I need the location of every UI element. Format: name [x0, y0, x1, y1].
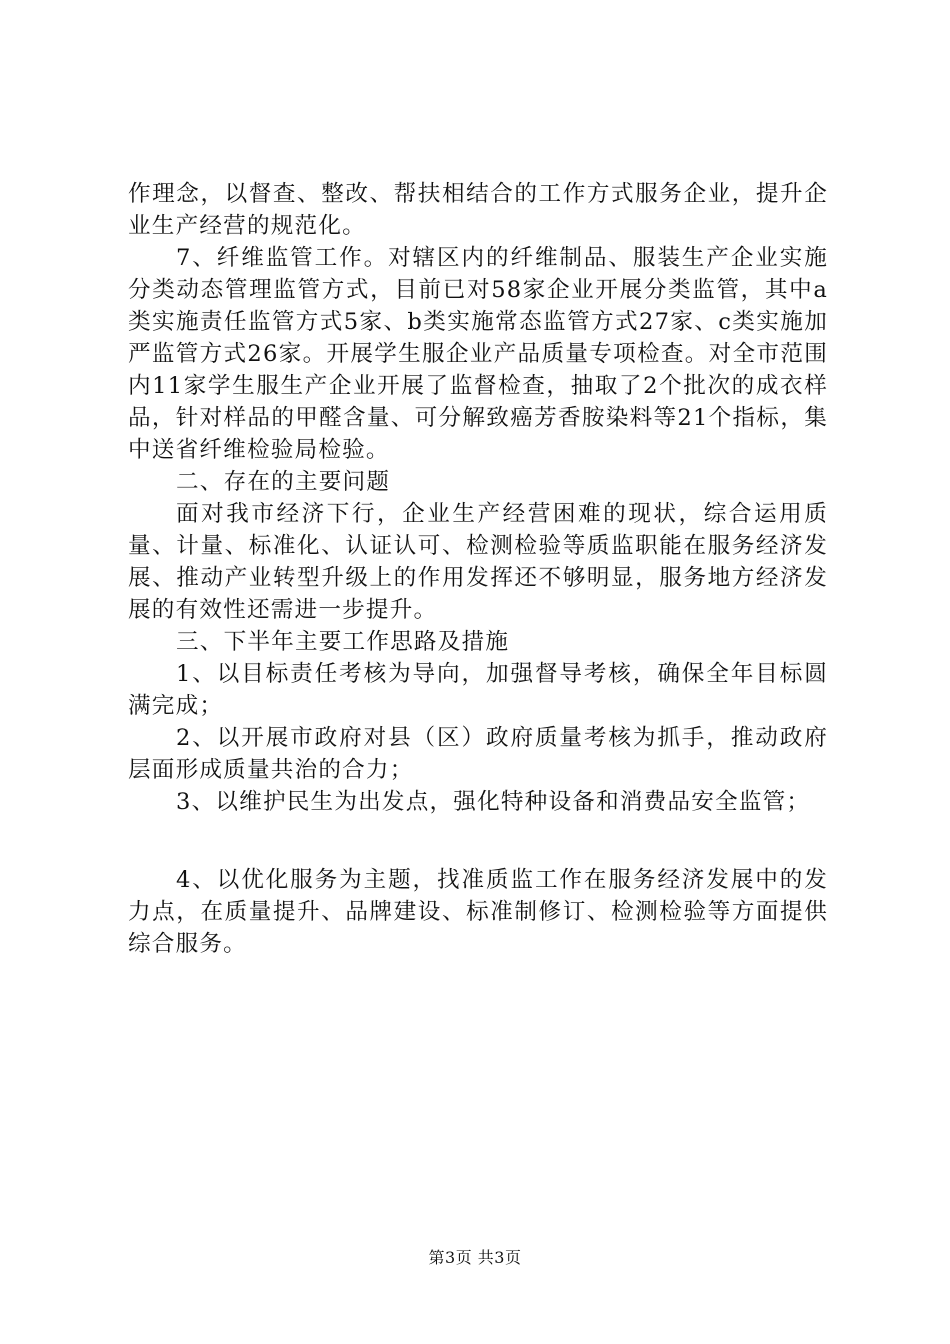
page-number-footer: 第3页 共3页 — [428, 1248, 522, 1267]
section-heading-plans: 三、下半年主要工作思路及措施 — [176, 629, 510, 655]
paragraph-fiber-supervision: 7、纤维监管工作。对辖区内的纤维制品、服装生产企业实施分类动态管理监管方式，目前已对58家企业开展分类监管，其中a类实施责任监管方式5家、b类实施常态监管方式27家、c类实施加严监管方式26家。开展学生服企业产品质量专项检查。对全市范围内11家学生服生产企业开展了监督检查，抽取了2个批次的成衣样品，针对样品的甲醛含量、可分解致癌芳香胺染料等21个指标，集中送省纤维检验局检验。 — [128, 245, 828, 463]
section-heading-problems: 二、存在的主要问题 — [176, 469, 391, 495]
plan-item-4: 4、以优化服务为主题，找准质监工作在服务经济发展中的发力点，在质量提升、品牌建设、标准制修订、检测检验等方面提供综合服务。 — [128, 867, 828, 957]
document-body — [128, 178, 828, 960]
paragraph-problems: 面对我市经济下行，企业生产经营困难的现状，综合运用质量、计量、标准化、认证认可、检测检验等质监职能在服务经济发展、推动产业转型升级上的作用发挥还不够明显，服务地方经济发展的有效性还需进一步提升。 — [128, 501, 828, 623]
plan-item-3: 3、以维护民生为出发点，强化特种设备和消费品安全监管； — [176, 789, 811, 815]
plan-item-2: 2、以开展市政府对县（区）政府质量考核为抓手，推动政府层面形成质量共治的合力； — [128, 725, 828, 783]
paragraph-spacer — [128, 818, 828, 864]
paragraph-continuation: 作理念，以督查、整改、帮扶相结合的工作方式服务企业，提升企业生产经营的规范化。 — [128, 181, 828, 239]
plan-item-1: 1、以目标责任考核为导向，加强督导考核，确保全年目标圆满完成； — [128, 661, 828, 719]
